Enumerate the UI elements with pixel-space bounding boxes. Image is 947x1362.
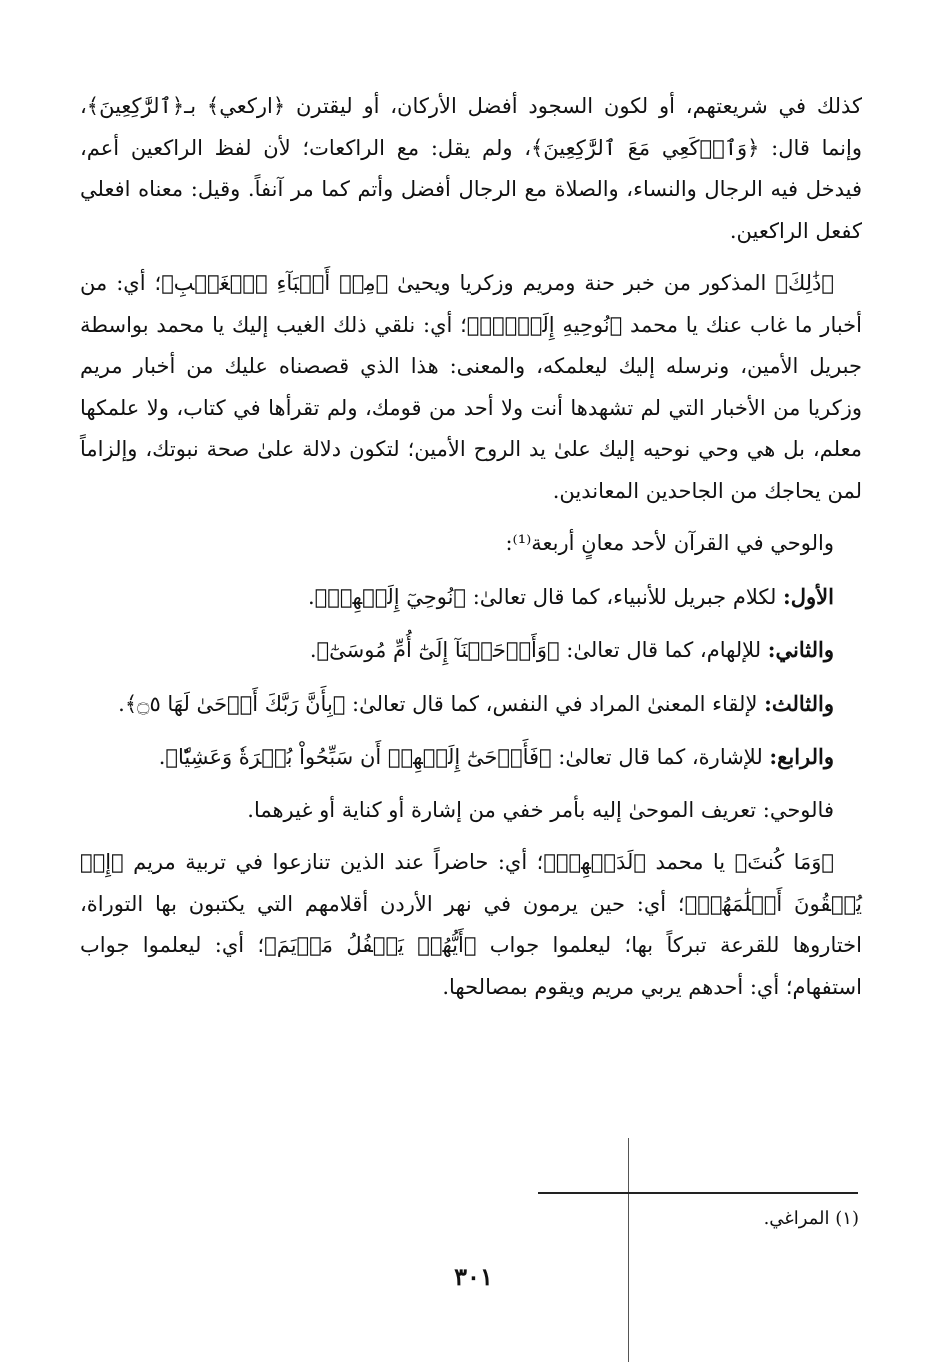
page-number: ٣٠١ (454, 1262, 493, 1291)
page-body (80, 86, 862, 1008)
paragraph-2: ﴿ذَٰلِكَ﴾ المذكور من خبر حنة ومريم وزكريا ويحيىٰ ﴿مِنۡ أَنۢبَآءِ ٱلۡغَيۡبِ﴾؛ أي: من أخبار ما غاب عنك يا محمد ﴿نُوحِيهِ إِلَيۡكَۚ﴾؛ أي: نلقي ذلك الغيب إليك يا محمد بواسطة جبريل الأمين، ونرسله إليك ليعلمكه، والمعنى: هذا الذي قصصناه عليك من أخبار مريم وزكريا من الأخبار التي لم تشهدها أنت ولا أحد من قومك، ولم تقرأها في كتاب، ولا علمكها معلم، بل هي وحي نوحيه إليك علىٰ يد الروح الأمين؛ لتكون دلالة علىٰ صحة نبوتك، وإلزاماً لمن يحاجك من الجاحدين المعاندين. (80, 271, 862, 503)
scan-artifact-line (628, 1138, 629, 1362)
paragraph-3: والوحي في القرآن لأحد معانٍ أربعة⁽¹⁾: (505, 531, 834, 555)
paragraph-4: فالوحي: تعريف الموحىٰ إليه بأمر خفي من إشارة أو كناية أو غيرهما. (247, 797, 834, 822)
item-label: والثالث: (764, 690, 834, 716)
list-item (80, 683, 862, 726)
item-label: والثاني: (767, 637, 834, 662)
item-label: الأول: (783, 583, 834, 609)
item-text: للإشارة، كما قال تعالىٰ: ﴿فَأَوۡحَىٰٓ إِلَيۡهِمۡ أَن سَبِّحُواْ بُكۡرَةٗ وَعَشِيّٗا﴾. (158, 745, 770, 769)
paragraph-1: كذلك في شريعتهم، أو لكون السجود أفضل الأركان، أو ليقترن ﴿اركعي﴾ بـ﴿ٱلرَّٰكِعِينَ﴾، وإنما قال: ﴿وَٱرۡكَعِي مَعَ ٱلرَّٰكِعِينَ﴾، ولم يقل: مع الراكعات؛ لأن لفظ الراكعين أعم، فيدخل فيه الرجال والنساء، والصلاة مع الرجال أفضل وأتم كما مر آنفاً. وقيل: معناه افعلي كفعل الراكعين. (80, 94, 862, 243)
footnote-divider (538, 1192, 858, 1194)
item-text: للإلهام، كما قال تعالىٰ: ﴿وَأَوۡحَيۡنَآ إِلَىٰٓ أُمِّ مُوسَىٰٓ﴾. (309, 638, 768, 662)
list-item (80, 576, 862, 619)
footnote: (١) المراغي. (763, 1208, 859, 1229)
list-item (80, 736, 862, 779)
paragraph-5: ﴿وَمَا كُنتَ﴾ يا محمد ﴿لَدَيۡهِمۡ﴾؛ أي: حاضراً عند الذين تنازعوا في تربية مريم ﴿إِذۡ يُلۡقُونَ أَقۡلَٰمَهُمۡ﴾؛ أي: حين يرمون في نهر الأردن أقلامهم التي يكتبون بها التوراة، اختاروها للقرعة تبركاً بها؛ ليعلموا جواب ﴿أَيُّهُمۡ يَكۡفُلُ مَرۡيَمَ﴾؛ أي: ليعلموا جواب استفهام؛ أي: أحدهم يربي مريم ويقوم بمصالحها. (80, 850, 862, 999)
item-text: لكلام جبريل للأنبياء، كما قال تعالىٰ: ﴿نُوحِيٓ إِلَيۡهِمۡ﴾. (307, 584, 784, 609)
item-label: والرابع: (769, 744, 834, 769)
list-item (80, 629, 862, 672)
item-text: لإلقاء المعنىٰ المراد في النفس، كما قال تعالىٰ: ﴿بِأَنَّ رَبَّكَ أَوۡحَىٰ لَهَا ۝٥﴾. (118, 691, 765, 716)
